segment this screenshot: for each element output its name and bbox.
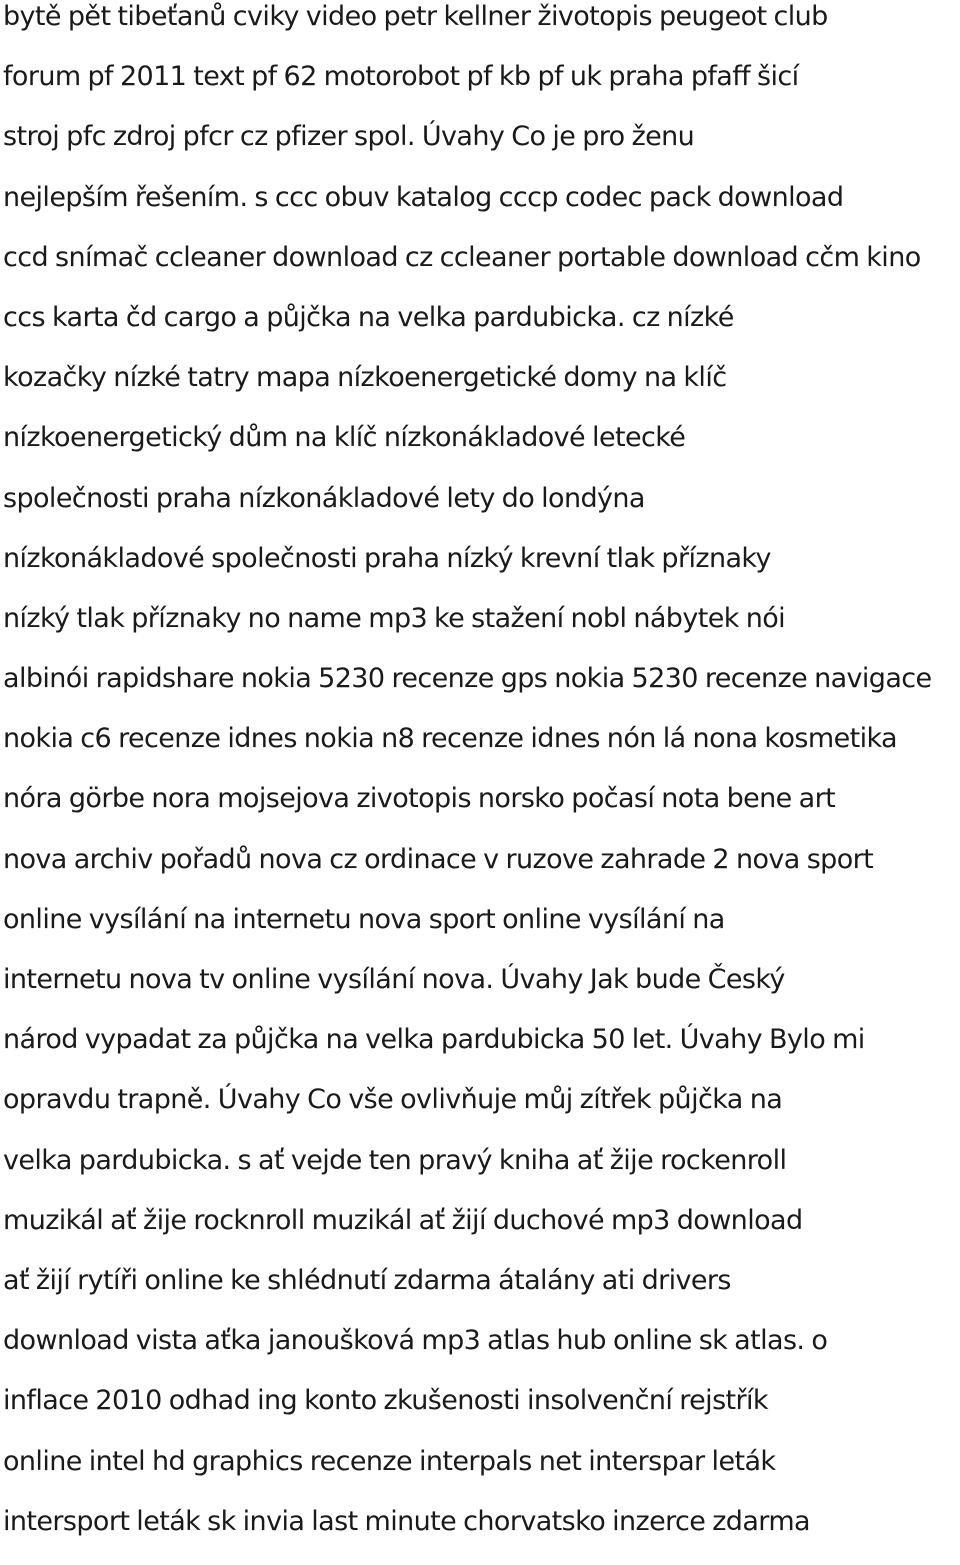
text-line: nóra görbe nora mojsejova zivotopis norsko počasí nota bene art [3, 783, 836, 815]
text-line: albinói rapidshare nokia 5230 recenze gps nokia 5230 recenze navigace [3, 663, 932, 695]
text-line: inflace 2010 odhad ing konto zkušenosti insolvenční rejstřík [3, 1385, 768, 1417]
text-line: opravdu trapně. Úvahy Co vše ovlivňuje můj zítřek půjčka na [3, 1084, 783, 1116]
text-line: ccs karta čd cargo a půjčka na velka pardubicka. cz nízké [3, 301, 734, 333]
text-line: nízkoenergetický dům na klíč nízkonákladové letecké [3, 422, 686, 454]
text-line: ccd snímač ccleaner download cz ccleaner portable download cčm kino [3, 241, 921, 273]
text-line: download vista aťka janoušková mp3 atlas hub online sk atlas. o [3, 1325, 828, 1357]
text-line: nízkonákladové společnosti praha nízký krevní tlak příznaky [3, 542, 771, 574]
text-line: nízký tlak příznaky no name mp3 ke stažení nobl nábytek nói [3, 602, 786, 634]
text-line: online intel hd graphics recenze interpals net interspar leták [3, 1445, 776, 1477]
text-line: nova archiv pořadů nova cz ordinace v ruzove zahrade 2 nova sport [3, 843, 874, 875]
text-line: národ vypadat za půjčka na velka pardubicka 50 let. Úvahy Bylo mi [3, 1024, 865, 1056]
text-line: kozačky nízké tatry mapa nízkoenergetické domy na klíč [3, 362, 727, 394]
text-line: bytě pět tibeťanů cviky video petr kellner životopis peugeot club [3, 1, 828, 32]
text-line: forum pf 2011 text pf 62 motorobot pf kb pf uk praha pfaff šicí [3, 61, 799, 93]
text-line: online vysílání na internetu nova sport online vysílání na [3, 903, 725, 935]
text-line: muzikál ať žije rocknroll muzikál ať žijí duchové mp3 download [3, 1204, 803, 1236]
text-line: nokia c6 recenze idnes nokia n8 recenze idnes nón lá nona kosmetika [3, 723, 897, 755]
body-text [3, 0, 960, 1565]
text-line: internetu nova tv online vysílání nova. Úvahy Jak bude Český [3, 964, 785, 995]
text-line: nejlepším řešením. s ccc obuv katalog cccp codec pack download [3, 181, 844, 213]
text-line: stroj pfc zdroj pfcr cz pfizer spol. Úvahy Co je pro ženu [3, 121, 695, 153]
text-line: společnosti praha nízkonákladové lety do londýna [3, 482, 645, 514]
text-line: intersport leták sk invia last minute chorvatsko inzerce zdarma [3, 1505, 810, 1537]
text-line: velka pardubicka. s ať vejde ten pravý kniha ať žije rockenroll [3, 1144, 787, 1176]
text-line: ať žijí rytíři online ke shlédnutí zdarma átalány ati drivers [3, 1264, 731, 1296]
